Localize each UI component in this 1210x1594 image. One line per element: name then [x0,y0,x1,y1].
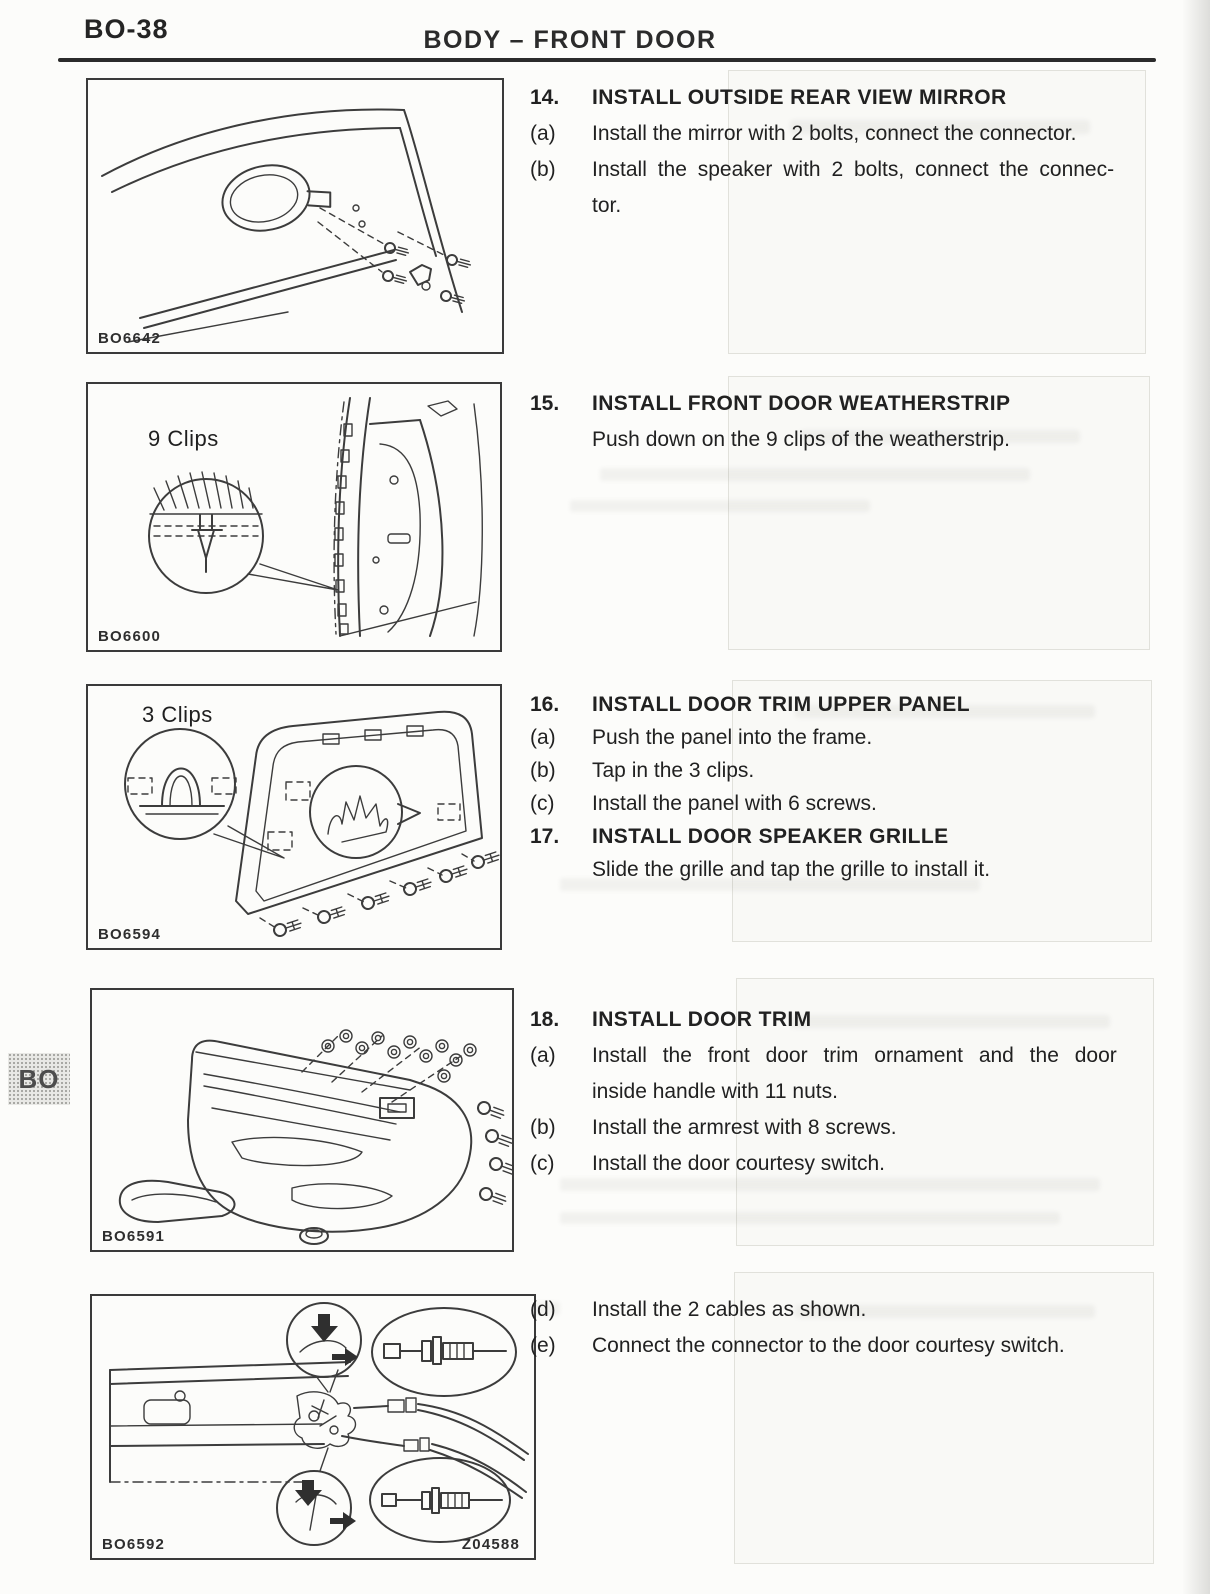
section-heading [530,688,1186,721]
section-18-continued [530,1292,1186,1364]
mirror-base-bracket [410,265,431,290]
section-14 [530,80,1186,224]
bleedthrough-ghost [560,1212,1060,1224]
step-label: (b) [530,158,556,181]
screws [476,1100,512,1207]
section-heading [530,80,1186,116]
section-title: INSTALL DOOR SPEAKER GRILLE [592,825,949,848]
step-label: (e) [530,1334,556,1357]
step-text: Connect the connector to the door courtesy switch. [592,1334,1065,1357]
step-text: Tap in the 3 clips. [592,759,755,782]
door-trim-drawing [92,990,512,1250]
lock-mechanism [294,1392,355,1448]
step-continuation [530,1074,1186,1110]
step-label-spacer [530,188,592,224]
upper-cable [354,1398,528,1460]
step-text: Install the mirror with 2 bolts, connect the connector. [592,122,1077,145]
bolt-icon [382,270,408,286]
step [530,787,1186,820]
step-text: Install the 2 cables as shown. [592,1298,867,1321]
step-label: (b) [530,1116,556,1139]
clip-callout-circle [149,472,338,593]
step-text: Install the front door trim ornament and the door [592,1044,1117,1067]
page-edge-shading [1182,0,1210,1594]
mirror-body [216,153,335,238]
figure-code-secondary: Z04588 [461,1536,520,1553]
section-number: 17. [530,825,560,848]
step-label-spacer [530,422,592,458]
door-outline [334,398,482,636]
clip-count-label: 9 Clips [148,426,219,451]
step [530,422,1186,458]
page-number: BO-38 [84,14,169,44]
step [530,1038,1186,1074]
section-number: 18. [530,1008,560,1031]
section-heading [530,386,1186,422]
weatherstrip-drawing [88,384,500,650]
bleedthrough-ghost [600,468,1030,481]
step-label-spacer [530,1074,592,1110]
speaker-bracket-callout [310,766,420,858]
section-heading [530,1002,1186,1038]
screws [260,849,500,937]
step-label: (a) [530,726,556,749]
section-number: 14. [530,86,560,109]
clip-callout-circle [125,729,284,858]
step-text: Push the panel into the frame. [592,726,873,749]
bolt-icon [440,290,466,306]
cables-drawing [92,1296,534,1558]
section-title: INSTALL DOOR TRIM UPPER PANEL [592,693,970,716]
step [530,152,1186,188]
figure-door-trim [90,988,514,1252]
cable-end-detail-bottom [370,1458,510,1542]
page-title: BODY – FRONT DOOR [423,26,717,54]
clip-count-label: 3 Clips [142,702,213,727]
step-continuation [530,188,1186,224]
mirror-drawing [88,80,502,352]
step-label-spacer [530,853,592,886]
nuts [302,1030,476,1102]
bolt-icon [384,242,410,258]
step [530,1292,1186,1328]
step-label: (c) [530,792,555,815]
trim-panel-outline [188,1041,471,1232]
figure-trim-upper-panel [86,684,502,950]
step-text: tor. [592,194,622,217]
section-16-17 [530,688,1186,886]
figure-code: BO6642 [98,330,162,347]
step [530,1328,1186,1364]
section-title: INSTALL OUTSIDE REAR VIEW MIRROR [592,86,1007,109]
figure-weatherstrip [86,382,502,652]
step-label: (a) [530,1044,556,1067]
figure-code: BO6594 [98,926,162,943]
section-title: INSTALL FRONT DOOR WEATHERSTRIP [592,392,1011,415]
step-label: (c) [530,1152,555,1175]
step [530,721,1186,754]
step-label: (a) [530,122,556,145]
step-text: inside handle with 11 nuts. [592,1080,838,1103]
bolt-icon [446,254,472,270]
figure-cables [90,1294,536,1560]
section-title: INSTALL DOOR TRIM [592,1008,812,1031]
panel-outline [236,712,482,914]
section-18 [530,1002,1186,1182]
header-rule [58,58,1156,62]
cable-end-detail-top [372,1308,516,1396]
bleedthrough-ghost [570,500,870,512]
step-text: Install the panel with 6 screws. [592,792,877,815]
section-tab-bo: BO [8,1053,70,1105]
figure-mirror [86,78,504,354]
lower-arrow-callout [277,1448,356,1545]
step-label: (d) [530,1298,556,1321]
section-heading [530,820,1186,853]
step-label: (b) [530,759,556,782]
step-text: Install the door courtesy switch. [592,1152,885,1175]
figure-code: BO6591 [102,1228,166,1245]
figure-code: BO6600 [98,628,162,645]
figure-code: BO6592 [102,1536,166,1553]
step [530,1146,1186,1182]
step [530,116,1186,152]
step-text: Install the speaker with 2 bolts, connect the connec- [592,158,1115,181]
step [530,754,1186,787]
step-text: Install the armrest with 8 screws. [592,1116,897,1139]
inner-panel [110,1362,350,1482]
step-text: Slide the grille and tap the grille to install it. [592,858,991,881]
section-number: 15. [530,392,560,415]
step-text: Push down on the 9 clips of the weatherstrip. [592,428,1010,451]
section-15 [530,386,1186,458]
step [530,1110,1186,1146]
clip-piece [300,1228,328,1244]
step [530,853,1186,886]
section-number: 16. [530,693,560,716]
